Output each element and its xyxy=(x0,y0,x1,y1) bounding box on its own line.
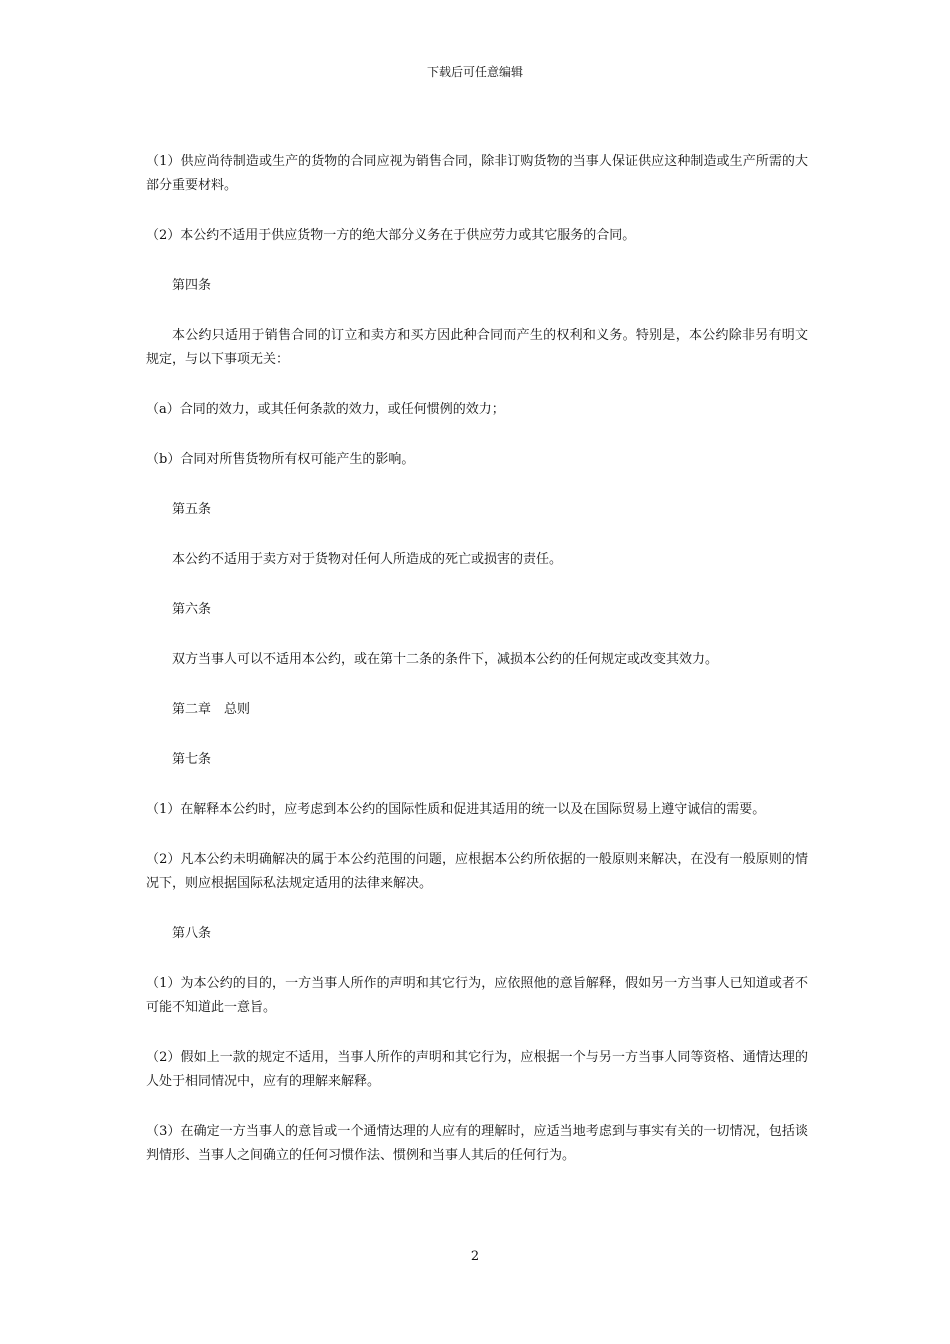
paragraph: （1）供应尚待制造或生产的货物的合同应视为销售合同，除非订购货物的当事人保证供应这种制造或生产所需的大部分重要材料。 xyxy=(146,154,808,193)
document-body xyxy=(146,150,808,1194)
paragraph: （1）在解释本公约时，应考虑到本公约的国际性质和促进其适用的统一以及在国际贸易上遵守诚信的需要。 xyxy=(146,802,766,817)
paragraph: （1）为本公约的目的，一方当事人所作的声明和其它行为，应依照他的意旨解释，假如另一方当事人已知道或者不可能不知道此一意旨。 xyxy=(146,976,808,1015)
paragraph: 双方当事人可以不适用本公约，或在第十二条的条件下，减损本公约的任何规定或改变其效力。 xyxy=(172,652,719,667)
page-header: 下载后可任意编辑 xyxy=(426,65,523,79)
article-heading: 第七条 xyxy=(172,752,212,767)
paragraph: （3）在确定一方当事人的意旨或一个通情达理的人应有的理解时，应适当地考虑到与事实有关的一切情况，包括谈判情形、当事人之间确立的任何习惯作法、惯例和当事人其后的任何行为。 xyxy=(146,1124,808,1163)
paragraph: （b）合同对所售货物所有权可能产生的影响。 xyxy=(146,452,415,467)
paragraph: （2）假如上一款的规定不适用，当事人所作的声明和其它行为，应根据一个与另一方当事人同等资格、通情达理的人处于相同情况中，应有的理解来解释。 xyxy=(146,1050,808,1089)
article-heading: 第六条 xyxy=(172,602,212,617)
paragraph: 本公约只适用于销售合同的订立和卖方和买方因此种合同而产生的权利和义务。特别是，本公约除非另有明文规定，与以下事项无关： xyxy=(146,328,808,367)
article-heading: 第四条 xyxy=(172,278,212,293)
paragraph: （2）本公约不适用于供应货物一方的绝大部分义务在于供应劳力或其它服务的合同。 xyxy=(146,228,636,243)
chapter-heading: 第二章 总则 xyxy=(172,702,251,717)
paragraph: 本公约不适用于卖方对于货物对任何人所造成的死亡或损害的责任。 xyxy=(172,552,563,567)
paragraph: （a）合同的效力，或其任何条款的效力，或任何惯例的效力； xyxy=(146,402,505,417)
article-heading: 第五条 xyxy=(172,502,212,517)
paragraph: （2）凡本公约未明确解决的属于本公约范围的问题，应根据本公约所依据的一般原则来解决，在没有一般原则的情况下，则应根据国际私法规定适用的法律来解决。 xyxy=(146,852,808,891)
page-number: 2 xyxy=(470,1249,480,1264)
article-heading: 第八条 xyxy=(172,926,212,941)
